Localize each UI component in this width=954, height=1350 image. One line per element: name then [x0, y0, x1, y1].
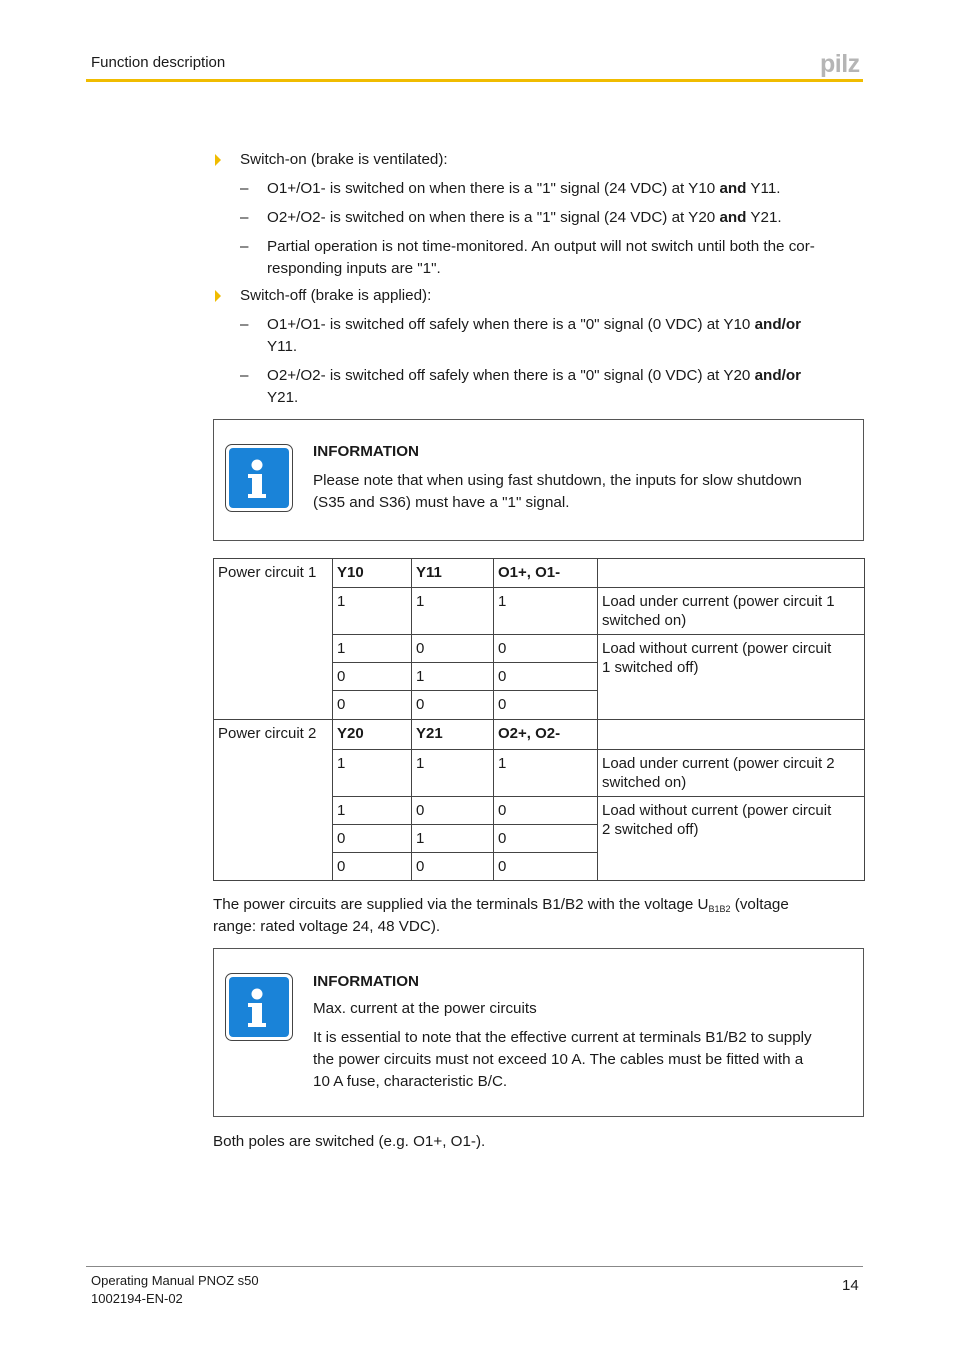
- table-header-cell: O2+, O2-: [494, 720, 598, 750]
- table-cell: 0: [494, 853, 598, 881]
- state-description: Load without current (power circuit 1 switched off): [598, 635, 865, 720]
- table-cell: 0: [412, 797, 494, 825]
- table-cell: 1: [333, 635, 412, 663]
- switch-off-item-1-line2: Y11.: [267, 338, 298, 355]
- table-header-cell: Y20: [333, 720, 412, 750]
- header-title: Function description: [91, 54, 226, 71]
- footer-manual-title: Operating Manual PNOZ s50: [91, 1273, 259, 1288]
- table-header-cell: Y11: [412, 559, 494, 588]
- state-description: Load without current (power circuit 2 switched off): [598, 797, 865, 881]
- table-cell: 0: [494, 635, 598, 663]
- switch-off-item-1-text: O1+/O1- is switched off safely when there is a "0" signal (0 VDC) at Y10 and/or: [267, 316, 802, 333]
- switch-on-item-2-text: O2+/O2- is switched on when there is a "1" signal (24 VDC) at Y20 and Y21.: [267, 209, 782, 226]
- table-header-cell: Y10: [333, 559, 412, 588]
- header-rule: [86, 79, 863, 82]
- table-cell: 0: [494, 663, 598, 691]
- footer-rule: [86, 1266, 863, 1267]
- info-text-line2: the power circuits must not exceed 10 A. The cables must be fitted with a: [313, 1051, 804, 1068]
- table-row: [214, 720, 865, 750]
- table-header-cell: O1+, O1-: [494, 559, 598, 588]
- info-heading: INFORMATION: [313, 973, 420, 990]
- table-cell: 1: [412, 825, 494, 853]
- table-cell: 1: [494, 750, 598, 797]
- table-cell: 0: [412, 635, 494, 663]
- table-cell: 0: [412, 853, 494, 881]
- table-cell: 0: [333, 663, 412, 691]
- table-cell: 0: [333, 691, 412, 720]
- info-subheading: Max. current at the power circuits: [313, 1000, 537, 1017]
- table-cell: 1: [412, 663, 494, 691]
- circuit-2-label: Power circuit 2: [214, 720, 333, 881]
- info-box-max-current: [213, 948, 864, 1117]
- supply-paragraph-line2: range: rated voltage 24, 48 VDC).: [213, 918, 441, 935]
- table-cell: 1: [333, 750, 412, 797]
- state-description: Load under current (power circuit 2 switched on): [598, 750, 865, 797]
- table-header-cell: Y21: [412, 720, 494, 750]
- table-cell: 0: [333, 825, 412, 853]
- table-cell: 0: [333, 853, 412, 881]
- switch-off-item-2-line2: Y21.: [267, 389, 299, 406]
- switch-on-item-3-line2: responding inputs are "1".: [267, 260, 441, 277]
- information-icon: [225, 973, 293, 1041]
- circuit-1-label: Power circuit 1: [214, 559, 333, 720]
- info-heading: INFORMATION: [313, 443, 420, 460]
- info-text-line3: 10 A fuse, characteristic B/C.: [313, 1073, 508, 1090]
- bullet-arrow-icon: [215, 290, 221, 302]
- switch-on-item-3-line1: Partial operation is not time-monitored. An output will not switch until both the cor-: [267, 238, 815, 255]
- table-cell: 1: [494, 588, 598, 635]
- bullet-arrow-icon: [215, 154, 221, 166]
- dash-marker: –: [240, 209, 249, 226]
- switch-off-item-2-text: O2+/O2- is switched off safely when there is a "0" signal (0 VDC) at Y20 and/or: [267, 367, 802, 384]
- pilz-logo: pilz: [820, 50, 860, 78]
- closing-paragraph: Both poles are switched (e.g. O1+, O1-).: [213, 1133, 486, 1150]
- table-cell: 0: [494, 691, 598, 720]
- table-cell: 0: [494, 825, 598, 853]
- supply-paragraph-line1: The power circuits are supplied via the terminals B1/B2 with the voltage $U_{B1B2}$ (voltage: [213, 896, 789, 914]
- dash-marker: –: [240, 238, 249, 255]
- info-text-line1: Please note that when using fast shutdown, the inputs for slow shutdown: [313, 472, 802, 489]
- table-cell: 0: [494, 797, 598, 825]
- table-cell: 1: [333, 588, 412, 635]
- information-icon: [225, 444, 293, 512]
- table-row: [214, 559, 865, 588]
- switch-off-title: Switch-off (brake is applied):: [240, 287, 432, 304]
- state-description: Load under current (power circuit 1 switched on): [598, 588, 865, 635]
- dash-marker: –: [240, 367, 249, 384]
- info-text-line1: It is essential to note that the effective current at terminals B1/B2 to supply: [313, 1029, 812, 1046]
- switch-on-item-1: –: [240, 180, 249, 197]
- table-cell: 1: [333, 797, 412, 825]
- footer-doc-number: 1002194-EN-02: [91, 1291, 183, 1306]
- switch-on-item-1-text: O1+/O1- is switched on when there is a "1" signal (24 VDC) at Y10 and Y11.: [267, 180, 781, 197]
- table-cell-empty: [598, 559, 865, 588]
- info-text-line2: (S35 and S36) must have a "1" signal.: [313, 494, 570, 511]
- power-circuit-table: [213, 558, 865, 881]
- table-cell: 0: [412, 691, 494, 720]
- switch-on-title: Switch-on (brake is ventilated):: [240, 151, 448, 168]
- table-cell: 1: [412, 750, 494, 797]
- dash-marker: –: [240, 316, 249, 333]
- table-cell-empty: [598, 720, 865, 750]
- table-cell: 1: [412, 588, 494, 635]
- page-number: 14: [842, 1277, 859, 1294]
- info-box-fast-shutdown: [213, 419, 864, 541]
